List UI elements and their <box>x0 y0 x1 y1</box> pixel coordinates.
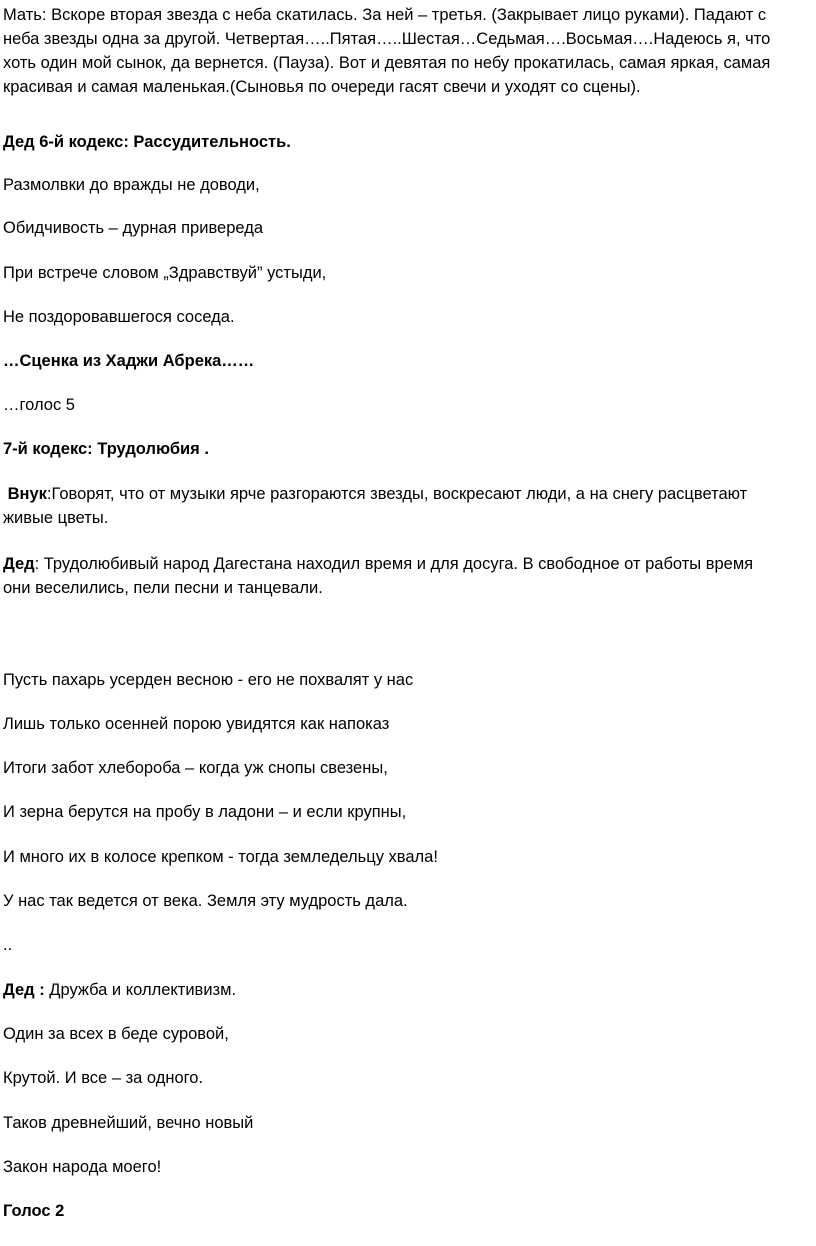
labor-poem-line: У нас так ведется от века. Земля эту мудрость дала. <box>3 892 408 910</box>
friendship-heading <box>3 978 803 1002</box>
grandson-paragraph <box>3 482 803 530</box>
friendship-speaker: Дед : <box>3 981 45 999</box>
code6-heading: Дед 6-й кодекс: Рассудительность. <box>3 133 291 151</box>
dots-line: .. <box>3 936 13 954</box>
intro-line: Мать: Вскоре вторая звезда с неба скатилась. За ней – третья. (Закрывает лицо руками). Падают с <box>3 6 767 24</box>
code6-poem-line: Не поздоровавшегося соседа. <box>3 308 235 326</box>
code6-poem-line: При встрече словом „Здравствуй” устыди, <box>3 264 327 282</box>
labor-poem-line: И много их в колосе крепком - тогда земледельцу хвала! <box>3 848 438 866</box>
scene-heading: …Сценка из Хаджи Абрека…… <box>3 352 255 370</box>
grandpa-line-1 <box>3 552 803 576</box>
code6-poem-line: Обидчивость – дурная привереда <box>3 219 264 237</box>
voice5-line: …голос 5 <box>3 396 75 414</box>
code6-poem-line: Размолвки до вражды не доводи, <box>3 176 260 194</box>
intro-line: красивая и самая маленькая.(Сыновья по очереди гасят свечи и уходят со сцены). <box>3 78 641 96</box>
labor-poem-line: И зерна берутся на пробу в ладони – и если крупны, <box>3 803 407 821</box>
grandson-line-2: живые цветы. <box>3 509 109 527</box>
friendship-poem-line: Таков древнейший, вечно новый <box>3 1114 254 1132</box>
grandpa-speaker: Дед <box>3 555 35 573</box>
friendship-poem-line: Закон народа моего! <box>3 1158 162 1176</box>
grandson-text: :Говорят, что от музыки ярче разгораются звезды, воскресают люди, а на снегу расцветают <box>46 485 748 503</box>
labor-poem-line: Лишь только осенней порою увидятся как напоказ <box>3 715 390 733</box>
intro-line: хоть один мой сынок, да вернется. (Пауза). Вот и девятая по небу прокатилась, самая яркая, самая <box>3 54 771 72</box>
grandpa-text: : Трудолюбивый народ Дагестана находил время и для досуга. В свободное от работы время <box>34 555 754 573</box>
grandpa-line-2: они веселились, пели песни и танцевали. <box>3 579 323 597</box>
friendship-topic: Дружба и коллективизм. <box>44 981 237 999</box>
intro-paragraph <box>3 3 803 99</box>
friendship-poem-line: Один за всех в беде суровой, <box>3 1025 229 1043</box>
grandpa-paragraph <box>3 552 803 600</box>
grandson-speaker: Внук <box>7 485 47 503</box>
intro-line: неба звезды одна за другой. Четвертая…..Пятая…..Шестая…Седьмая….Восьмая….Надеюсь я, что <box>3 30 771 48</box>
voice2-heading: Голос 2 <box>3 1202 65 1220</box>
code7-heading: 7-й кодекс: Трудолюбия . <box>3 440 209 458</box>
labor-poem-line: Итоги забот хлебороба – когда уж снопы свезены, <box>3 759 388 777</box>
grandson-line-1 <box>3 482 803 506</box>
labor-poem-line: Пусть пахарь усерден весною - его не похвалят у нас <box>3 671 414 689</box>
friendship-poem-line: Крутой. И все – за одного. <box>3 1069 204 1087</box>
